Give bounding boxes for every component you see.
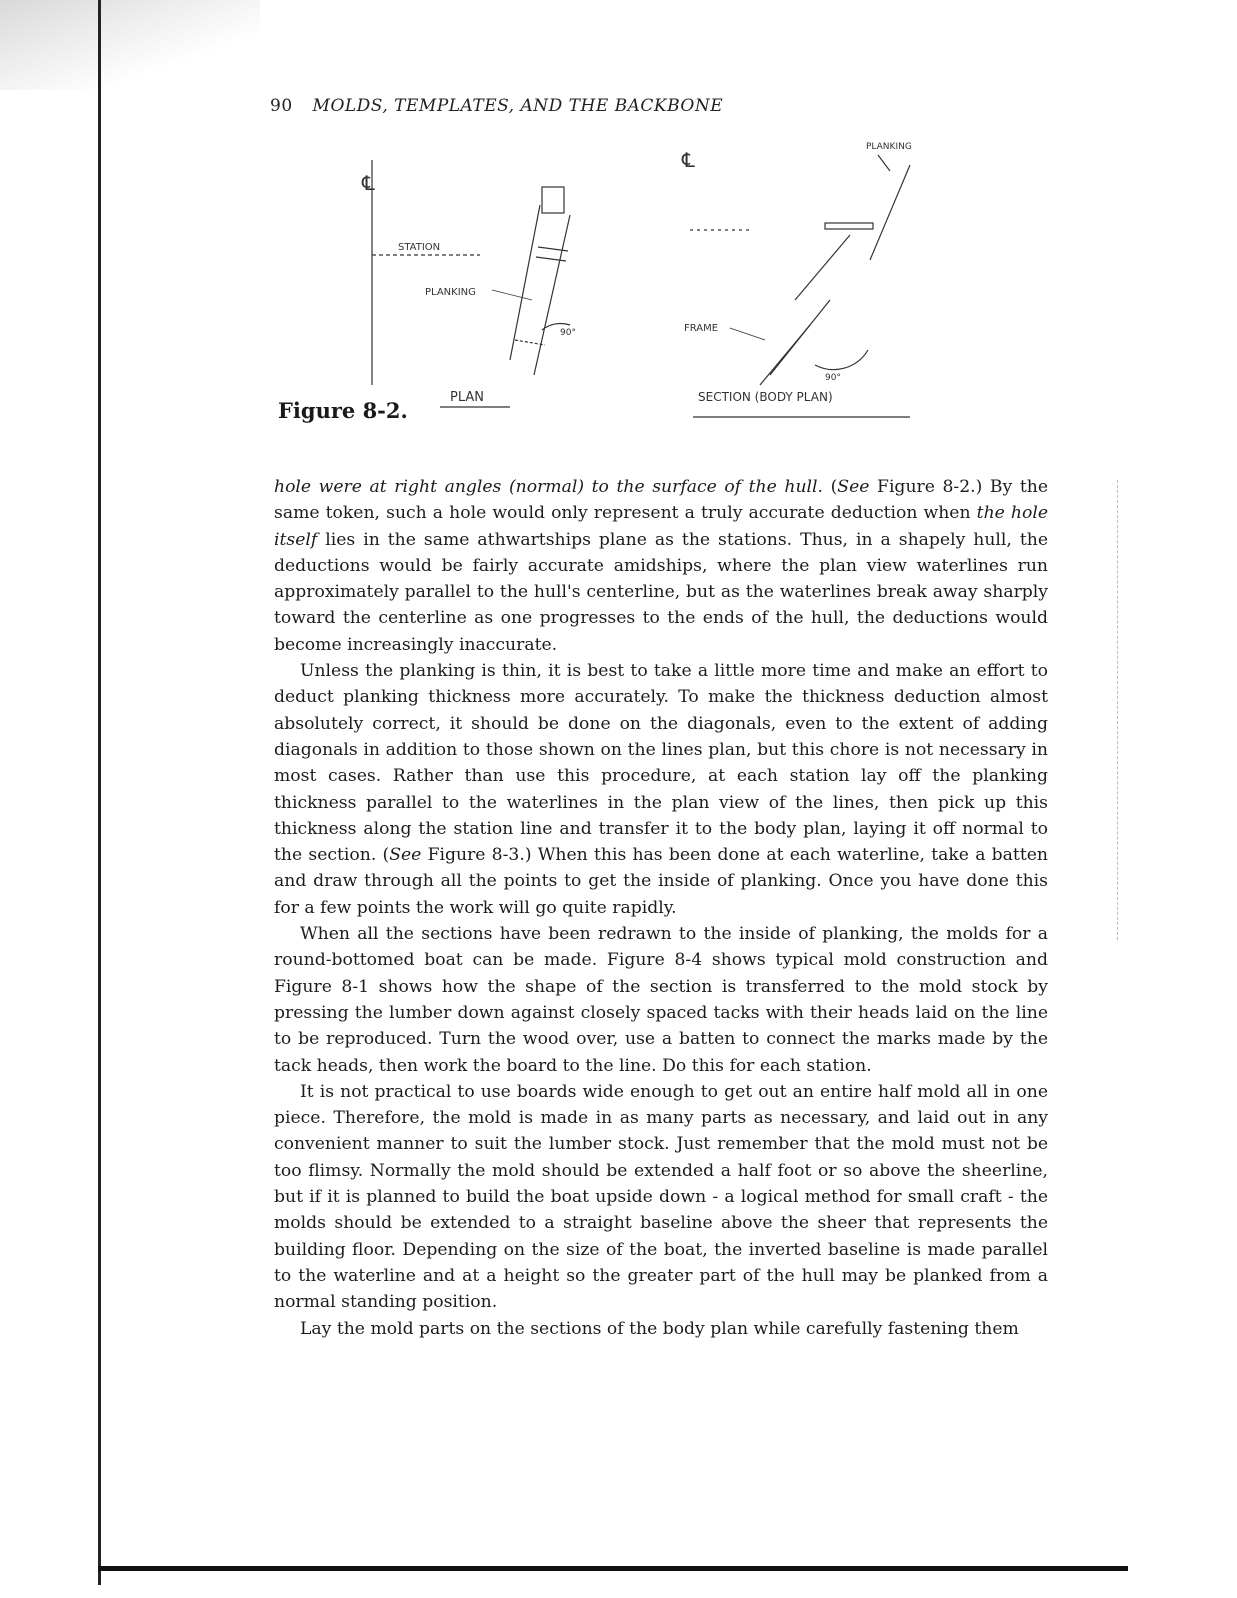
paragraph-4: It is not practical to use boards wide enough to get out an entire half mold all in one piece. Therefore, the mold is made in as many parts as necessary, and laid out in any convenient manner to suit the lumber stock. Just remember that the mold must not be too flimsy. Normally the mold should be extended a half foot or so above the sheerline, but if it is planned to build the boat upside down - a logical method for small craft - the molds should be extended to a straight baseline above the sheer that represents the building floor. Depending on the size of the boat, the inverted baseline is made parallel to the waterline and at a height so the greater part of the hull may be planked from a normal standing position. bbox=[274, 1081, 1048, 1313]
section-frame-lower bbox=[760, 325, 810, 385]
plan-planking-inner bbox=[534, 215, 570, 375]
plan-sheer-block bbox=[542, 187, 564, 213]
plan-station-label: STATION bbox=[398, 242, 441, 253]
running-title: MOLDS, TEMPLATES, AND THE BACKBONE bbox=[312, 96, 724, 116]
figure-sketch bbox=[270, 135, 1070, 435]
plan-planking-label: PLANKING bbox=[425, 287, 476, 298]
section-frame-upper bbox=[795, 235, 850, 300]
plan-title: PLAN bbox=[450, 390, 484, 405]
left-sketch-plan bbox=[372, 160, 570, 407]
section-frame-label: FRAME bbox=[684, 323, 719, 334]
paragraph-1: hole were at right angles (normal) to the surface of the hull. (See Figure 8-2.) By the same token, such a hole would only represent a truly accurate deduction when the hole itself lies in the same athwartships plane as the stations. Thus, in a shapely hull, the deductions would be fairly accurate amidships, where the plan view waterlines run approximately parallel to the hull's centerline, but as the waterlines break away sharply toward the centerline as one progresses to the ends of the hull, the deductions would become increasingly inaccurate. bbox=[274, 477, 1049, 655]
running-head bbox=[270, 96, 723, 116]
page-number: 90 bbox=[270, 96, 293, 116]
p1-ref: Figure 8-2.) By the same token, such a hole would only represent a truly accurate deduction when bbox=[274, 477, 1049, 524]
p2-text: Unless the planking is thin, it is best to take a little more time and make an effort to deduct planking thickness more accurately. To make the thickness deduction almost absolutely correct, it should be done on the diagonals, even to the extent of adding diagonals in addition to those shown on the lines plan, but this chore is not necessary in most cases. Rather than use this procedure, at each station lay off the planking thickness parallel to the waterlines in the plan view of the lines, then pick up this thickness along the station line and transfer it to the body plan, laying it off normal to the section. ( bbox=[274, 661, 1048, 866]
plan-angle-label: 90° bbox=[560, 328, 576, 338]
section-centerline-mark: ℄ bbox=[682, 148, 695, 172]
figure-caption: Figure 8-2. bbox=[278, 398, 408, 423]
paragraph-2 bbox=[274, 658, 1048, 921]
section-sheer-cap bbox=[825, 223, 873, 229]
p1-see: See bbox=[837, 477, 870, 497]
right-sketch-section bbox=[690, 155, 910, 417]
scan-right-margin-marks bbox=[1117, 480, 1119, 940]
section-angle-label: 90° bbox=[825, 373, 841, 383]
paragraph-3: When all the sections have been redrawn to the inside of planking, the molds for a round-bottomed boat can be made. Figure 8-4 shows typical mold construction and Figure 8-1 shows how the shape of the section is transferred to the mold stock by pressing the lumber down against closely spaced tacks with their heads laid on the line to be reproduced. Turn the wood over, use a batten to connect the marks made by the tack heads, then work the board to the line. Do this for each station. bbox=[274, 924, 1048, 1076]
section-top-mark bbox=[878, 155, 890, 171]
p2-see: See bbox=[389, 845, 422, 866]
p2-rest: Figure 8-3.) When this has been done at each waterline, take a batten and draw through all the points to get the inside of planking. Once you have done this for a few points the work will go quite rapidly. bbox=[274, 845, 1048, 918]
p1-rest: lies in the same athwartships plane as the stations. Thus, in a shapely hull, the deductions would be fairly accurate amidships, where the plan view waterlines run approximately parallel to the hull's centerline, but as the waterlines break away sharply toward the centerline as one progresses to the ends of the hull, the deductions would become increasingly inaccurate. bbox=[274, 529, 1048, 655]
plan-planking-leader bbox=[492, 290, 532, 300]
section-title: SECTION (BODY PLAN) bbox=[698, 390, 833, 404]
plan-thickness-tick bbox=[515, 340, 545, 345]
section-frame-leader bbox=[730, 328, 765, 340]
p1-lead: hole were at right angles (normal) to the surface of the hull. bbox=[274, 477, 823, 497]
scan-bottom-edge bbox=[98, 1566, 1128, 1571]
body-text bbox=[274, 474, 1048, 1342]
paragraph-5: Lay the mold parts on the sections of the body plan while carefully fastening them bbox=[300, 1318, 1019, 1339]
figure-8-2 bbox=[270, 135, 1070, 435]
plan-station-tick-2 bbox=[536, 257, 566, 261]
p1-emphasis: the hole itself bbox=[274, 503, 1048, 550]
section-planking-upper bbox=[870, 165, 910, 260]
scan-shadow-corner bbox=[0, 0, 260, 90]
plan-planking-outer bbox=[510, 205, 540, 360]
section-planking-label: PLANKING bbox=[866, 142, 912, 152]
plan-centerline-mark: ℄ bbox=[362, 171, 375, 195]
plan-station-tick-1 bbox=[538, 247, 568, 251]
section-angle-arc bbox=[815, 350, 868, 370]
scan-left-edge bbox=[98, 0, 101, 1585]
